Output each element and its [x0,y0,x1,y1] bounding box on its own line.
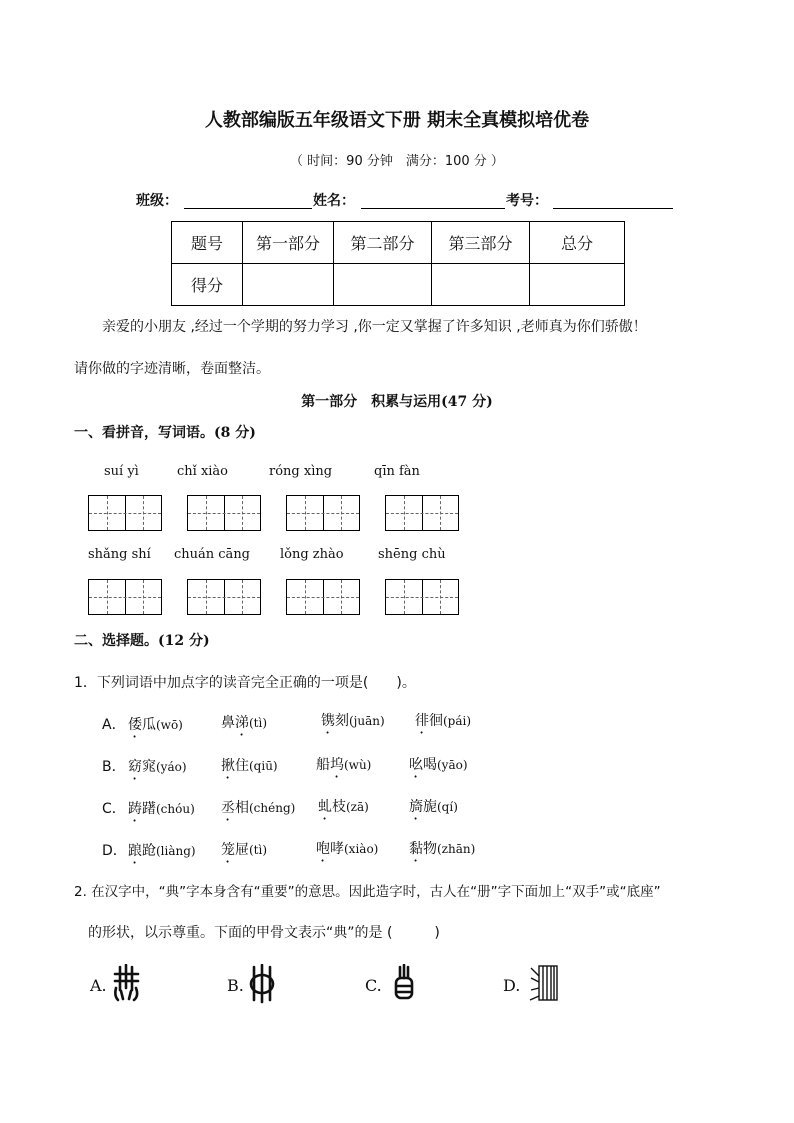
part1-title: 第一部分 积累与运用(47 分) [301,394,493,410]
option-letter: B． [102,759,126,775]
option-word: 黏物(zhān) [409,841,476,857]
question-1-stem: 1．下列词语中加点字的读音完全正确的一项是( )。 [74,675,416,691]
score-cell[interactable] [432,264,530,306]
writing-grid[interactable] [286,495,360,531]
score-row-label: 得分 [172,264,243,306]
exam-number-label: 考号： [506,193,548,209]
intro-line-2: 请你做的字迹清晰，卷面整洁。 [74,361,270,377]
section2-heading: 二、选择题。(12 分) [74,633,210,649]
choice-letter: D. [503,976,521,995]
pinyin-label: lǒng zhào [280,547,344,562]
option-word: 揪住(qiū) [221,758,278,774]
writing-grid[interactable] [187,495,261,531]
oracle-dian-glyph-b-icon [248,964,276,1004]
option-word: 倭瓜(wō) [128,717,183,733]
score-cell[interactable] [530,264,625,306]
pinyin-label: qīn fàn [374,464,420,479]
option-letter: D． [102,843,127,859]
option-word: 踌躇(chóu) [128,801,195,817]
option-word: 丞相(chéng) [221,800,296,816]
score-header-cell: 总分 [530,222,625,264]
option-word: 踉跄(liàng) [128,843,196,859]
score-cell[interactable] [243,264,334,306]
section1-heading: 一、看拼音，写词语。(8 分) [74,425,256,441]
option-word: 笼屉(tì) [221,842,268,858]
page-title: 人教部编版五年级语文下册 期末全真模拟培优卷 [204,110,590,131]
pinyin-label: chuán cāng [174,547,251,562]
choice-letter: B. [227,976,244,995]
name-field[interactable] [361,190,505,209]
writing-grid[interactable] [88,495,162,531]
score-table [171,221,625,306]
option-word: 徘徊(pái) [415,713,472,729]
intro-line-1: 亲爱的小朋友 ,经过一个学期的努力学习 ,你一定又掌握了许多知识 ,老师真为你们骄傲！ [102,319,647,335]
pinyin-label: suí yì [104,464,139,479]
option-word: 咆哮(xiào) [316,841,379,857]
name-label: 姓名： [313,193,355,209]
option-word: 吆喝(yāo) [409,757,468,773]
pinyin-label: róng xìng [269,464,333,479]
score-header-cell: 第三部分 [432,222,530,264]
option-word: 虬枝(zā) [318,799,369,815]
score-header-cell: 第一部分 [243,222,334,264]
question-2-line-2: 的形状，以示尊重。下面的甲骨文表示“典”的是 ( ) [88,925,440,941]
option-letter: A． [102,717,126,733]
writing-grid[interactable] [385,495,459,531]
option-word: 鼻涕(tì) [221,715,268,731]
option-letter: C． [102,801,126,817]
oracle-dian-glyph-a-icon [112,964,142,1004]
option-word: 旖旎(qí) [409,799,458,815]
class-label: 班级： [136,193,178,209]
option-word: 船坞(wù) [316,757,372,773]
exam-subtitle: （ 时间：90 分钟 满分：100 分 ） [290,154,504,169]
pinyin-label: shǎng shí [88,547,151,562]
writing-grid[interactable] [385,579,459,615]
pinyin-label: chǐ xiào [177,464,229,479]
option-word: 镌刻(juān) [321,713,385,729]
writing-grid[interactable] [286,579,360,615]
class-field[interactable] [184,190,312,209]
score-header-cell: 题号 [172,222,243,264]
oracle-dian-glyph-d-icon [527,962,561,1004]
score-header-cell: 第二部分 [334,222,432,264]
writing-grid[interactable] [187,579,261,615]
question-2-line-1: 2. 在汉字中，“典”字本身含有“重要”的意思。因此造字时，古人在“册”字下面加上“双手”或“底座” [74,884,661,900]
oracle-dian-glyph-c-icon [392,964,416,1004]
writing-grid[interactable] [88,579,162,615]
pinyin-label: shēng chù [378,547,446,562]
score-cell[interactable] [334,264,432,306]
choice-letter: A. [90,976,107,995]
option-word: 窈窕(yáo) [128,759,187,775]
choice-letter: C. [365,976,382,995]
exam-number-field[interactable] [553,190,673,209]
